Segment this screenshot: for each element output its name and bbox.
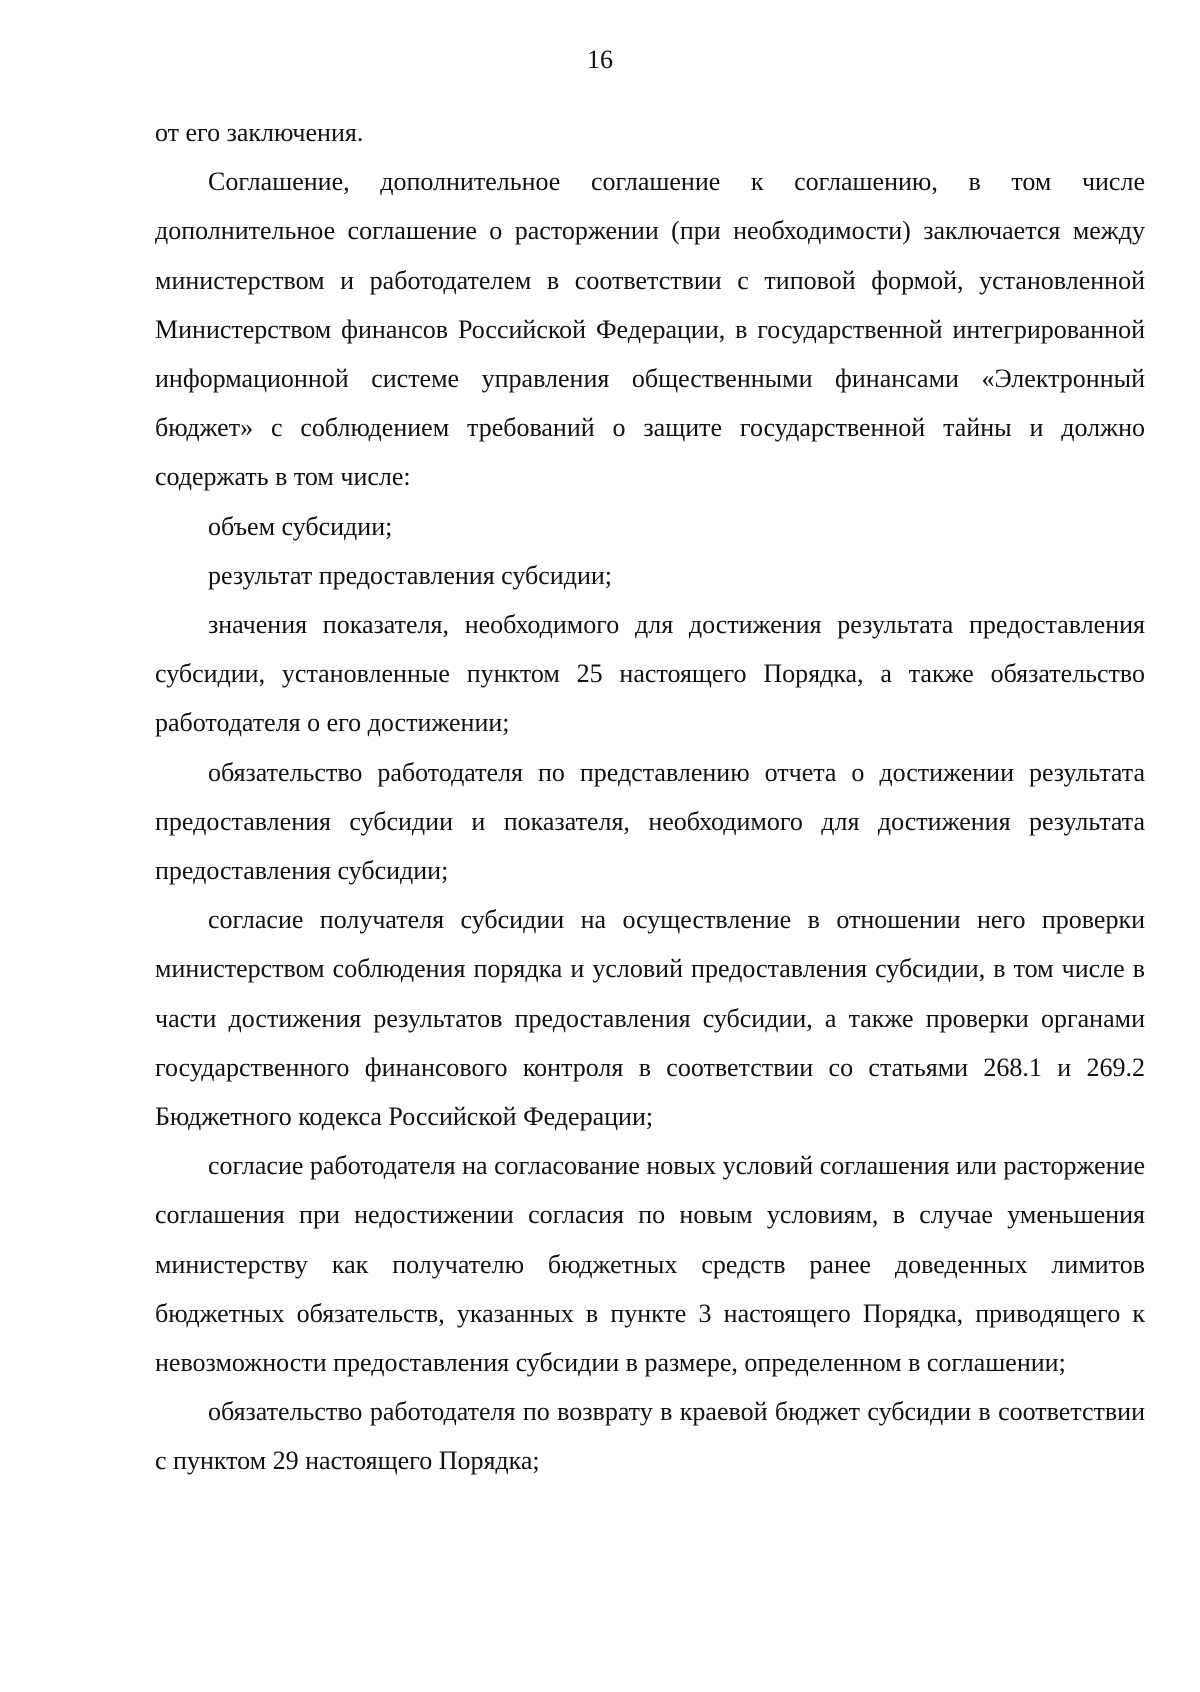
list-item-inspection-consent: согласие получателя субсидии на осуществление в отношении него проверки министерством соблюдения порядка и условий предоставления субсидии, в том числе в части достижения результатов предоставления субсидии, а также проверки органами государственного финансового контроля в соответствии со статьями 268.1 и 269.2 Бюджетного кодекса Российской Федерации;	[155, 905, 1145, 1132]
list-item-report-obligation: обязательство работодателя по представлению отчета о достижении результата предоставления субсидии и показателя, необходимого для достижения результата предоставления субсидии;	[155, 757, 1145, 886]
list-item-subsidy-result: результат предоставления субсидии;	[208, 560, 612, 590]
list-item-refund-obligation: обязательство работодателя по возврату в краевой бюджет субсидии в соответствии с пунктом 29 настоящего Порядка;	[155, 1397, 1145, 1476]
list-item-indicator-values: значения показателя, необходимого для достижения результата предоставления субсидии, установленные пунктом 25 настоящего Порядка, а также обязательство работодателя о его достижении;	[155, 610, 1145, 738]
page-number: 16	[587, 45, 613, 74]
document-body	[155, 108, 1145, 1486]
paragraph-continuation: от его заключения.	[155, 118, 364, 147]
list-item-new-terms-consent: согласие работодателя на согласование новых условий соглашения или расторжение соглашения при недостижении согласия по новым условиям, в случае уменьшения министерству как получателю бюджетных средств ранее доведенных лимитов бюджетных обязательств, указанных в пункте 3 настоящего Порядка, приводящего к невозможности предоставления субсидии в размере, определенном в соглашении;	[155, 1151, 1145, 1378]
list-item-subsidy-volume: объем субсидии;	[208, 511, 393, 541]
paragraph-agreement-intro: Соглашение, дополнительное соглашение к соглашению, в том числе дополнительное соглашение о расторжении (при необходимости) заключается между министерством и работодателем в соответствии с типовой формой, установленной Министерством финансов Российской Федерации, в государственной интегрированной информационной системе управления общественными финансами «Электронный бюджет» с соблюдением требований о защите государственной тайны и должно содержать в том числе:	[155, 167, 1145, 492]
